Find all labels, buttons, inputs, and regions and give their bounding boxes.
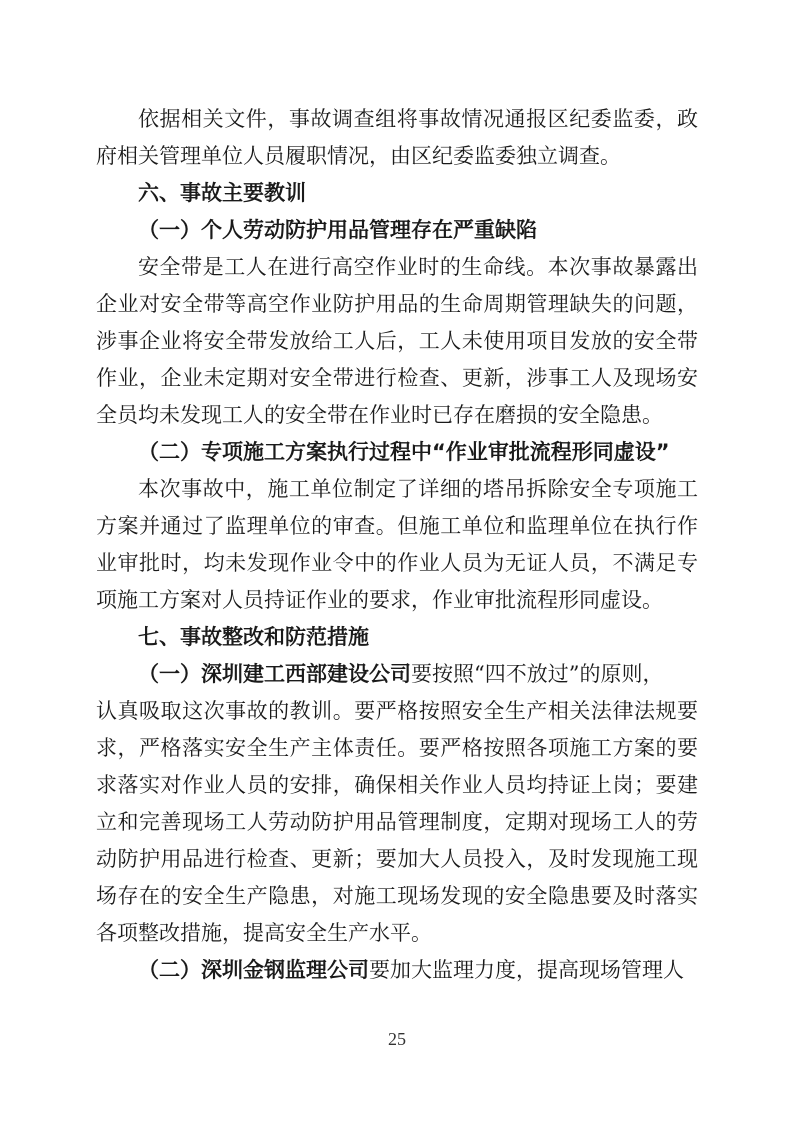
item-7-1-label: （一）深圳建工西部建设公司: [138, 662, 411, 686]
item-7-2-text: 要加大监理力度，提高现场管理人: [369, 958, 684, 982]
body-line: 本次事故中，施工单位制定了详细的塔吊拆除安全专项施工: [138, 477, 698, 501]
body-line: 业审批时，均未发现作业令中的作业人员为无证人员，不满足专: [96, 551, 698, 575]
item-7-1-first-line: [138, 659, 698, 689]
body-line: 作业，企业未定期对安全带进行检查、更新，涉事工人及现场安: [96, 366, 698, 390]
item-7-1-text: 要按照“四不放过”的原则，: [411, 662, 664, 686]
body-line: 安全带是工人在进行高空作业时的生命线。本次事故暴露出: [138, 255, 698, 279]
body-line: 依据相关文件，事故调查组将事故情况通报区纪委监委，政: [138, 107, 698, 131]
item-7-2-first-line: [138, 955, 698, 985]
body-line: 涉事企业将安全带发放给工人后，工人未使用项目发放的安全带: [96, 329, 698, 353]
body-line: 立和完善现场工人劳动防护用品管理制度，定期对现场工人的劳: [96, 810, 698, 834]
body-line: 场存在的安全生产隐患，对施工现场发现的安全隐患要及时落实: [96, 884, 698, 908]
body-line: 项施工方案对人员持证作业的要求，作业审批流程形同虚设。: [96, 588, 663, 612]
body-line: 求落实对作业人员的安排，确保相关作业人员均持证上岗；要建: [96, 773, 698, 797]
section-heading-6: 六、事故主要教训: [138, 181, 306, 205]
sub-heading-6-1: （一）个人劳动防护用品管理存在严重缺陷: [138, 218, 537, 242]
section-heading-7: 七、事故整改和防范措施: [138, 625, 369, 649]
body-line: 方案并通过了监理单位的审查。但施工单位和监理单位在执行作: [96, 514, 698, 538]
body-line: 动防护用品进行检查、更新；要加大人员投入，及时发现施工现: [96, 847, 698, 871]
body-line: 求，严格落实安全生产主体责任。要严格按照各项施工方案的要: [96, 736, 698, 760]
sub-heading-6-2: （二）专项施工方案执行过程中“作业审批流程形同虚设”: [138, 440, 670, 464]
page-number: 25: [388, 1029, 406, 1049]
body-line: 企业对安全带等高空作业防护用品的生命周期管理缺失的问题，: [96, 292, 698, 316]
body-line: 全员均未发现工人的安全带在作业时已存在磨损的安全隐患。: [96, 403, 663, 427]
body-line: 府相关管理单位人员履职情况，由区纪委监委独立调查。: [96, 144, 621, 168]
body-line: 各项整改措施，提高安全生产水平。: [96, 921, 432, 945]
item-7-2-label: （二）深圳金钢监理公司: [138, 958, 369, 982]
body-line: 认真吸取这次事故的教训。要严格按照安全生产相关法律法规要: [96, 699, 698, 723]
